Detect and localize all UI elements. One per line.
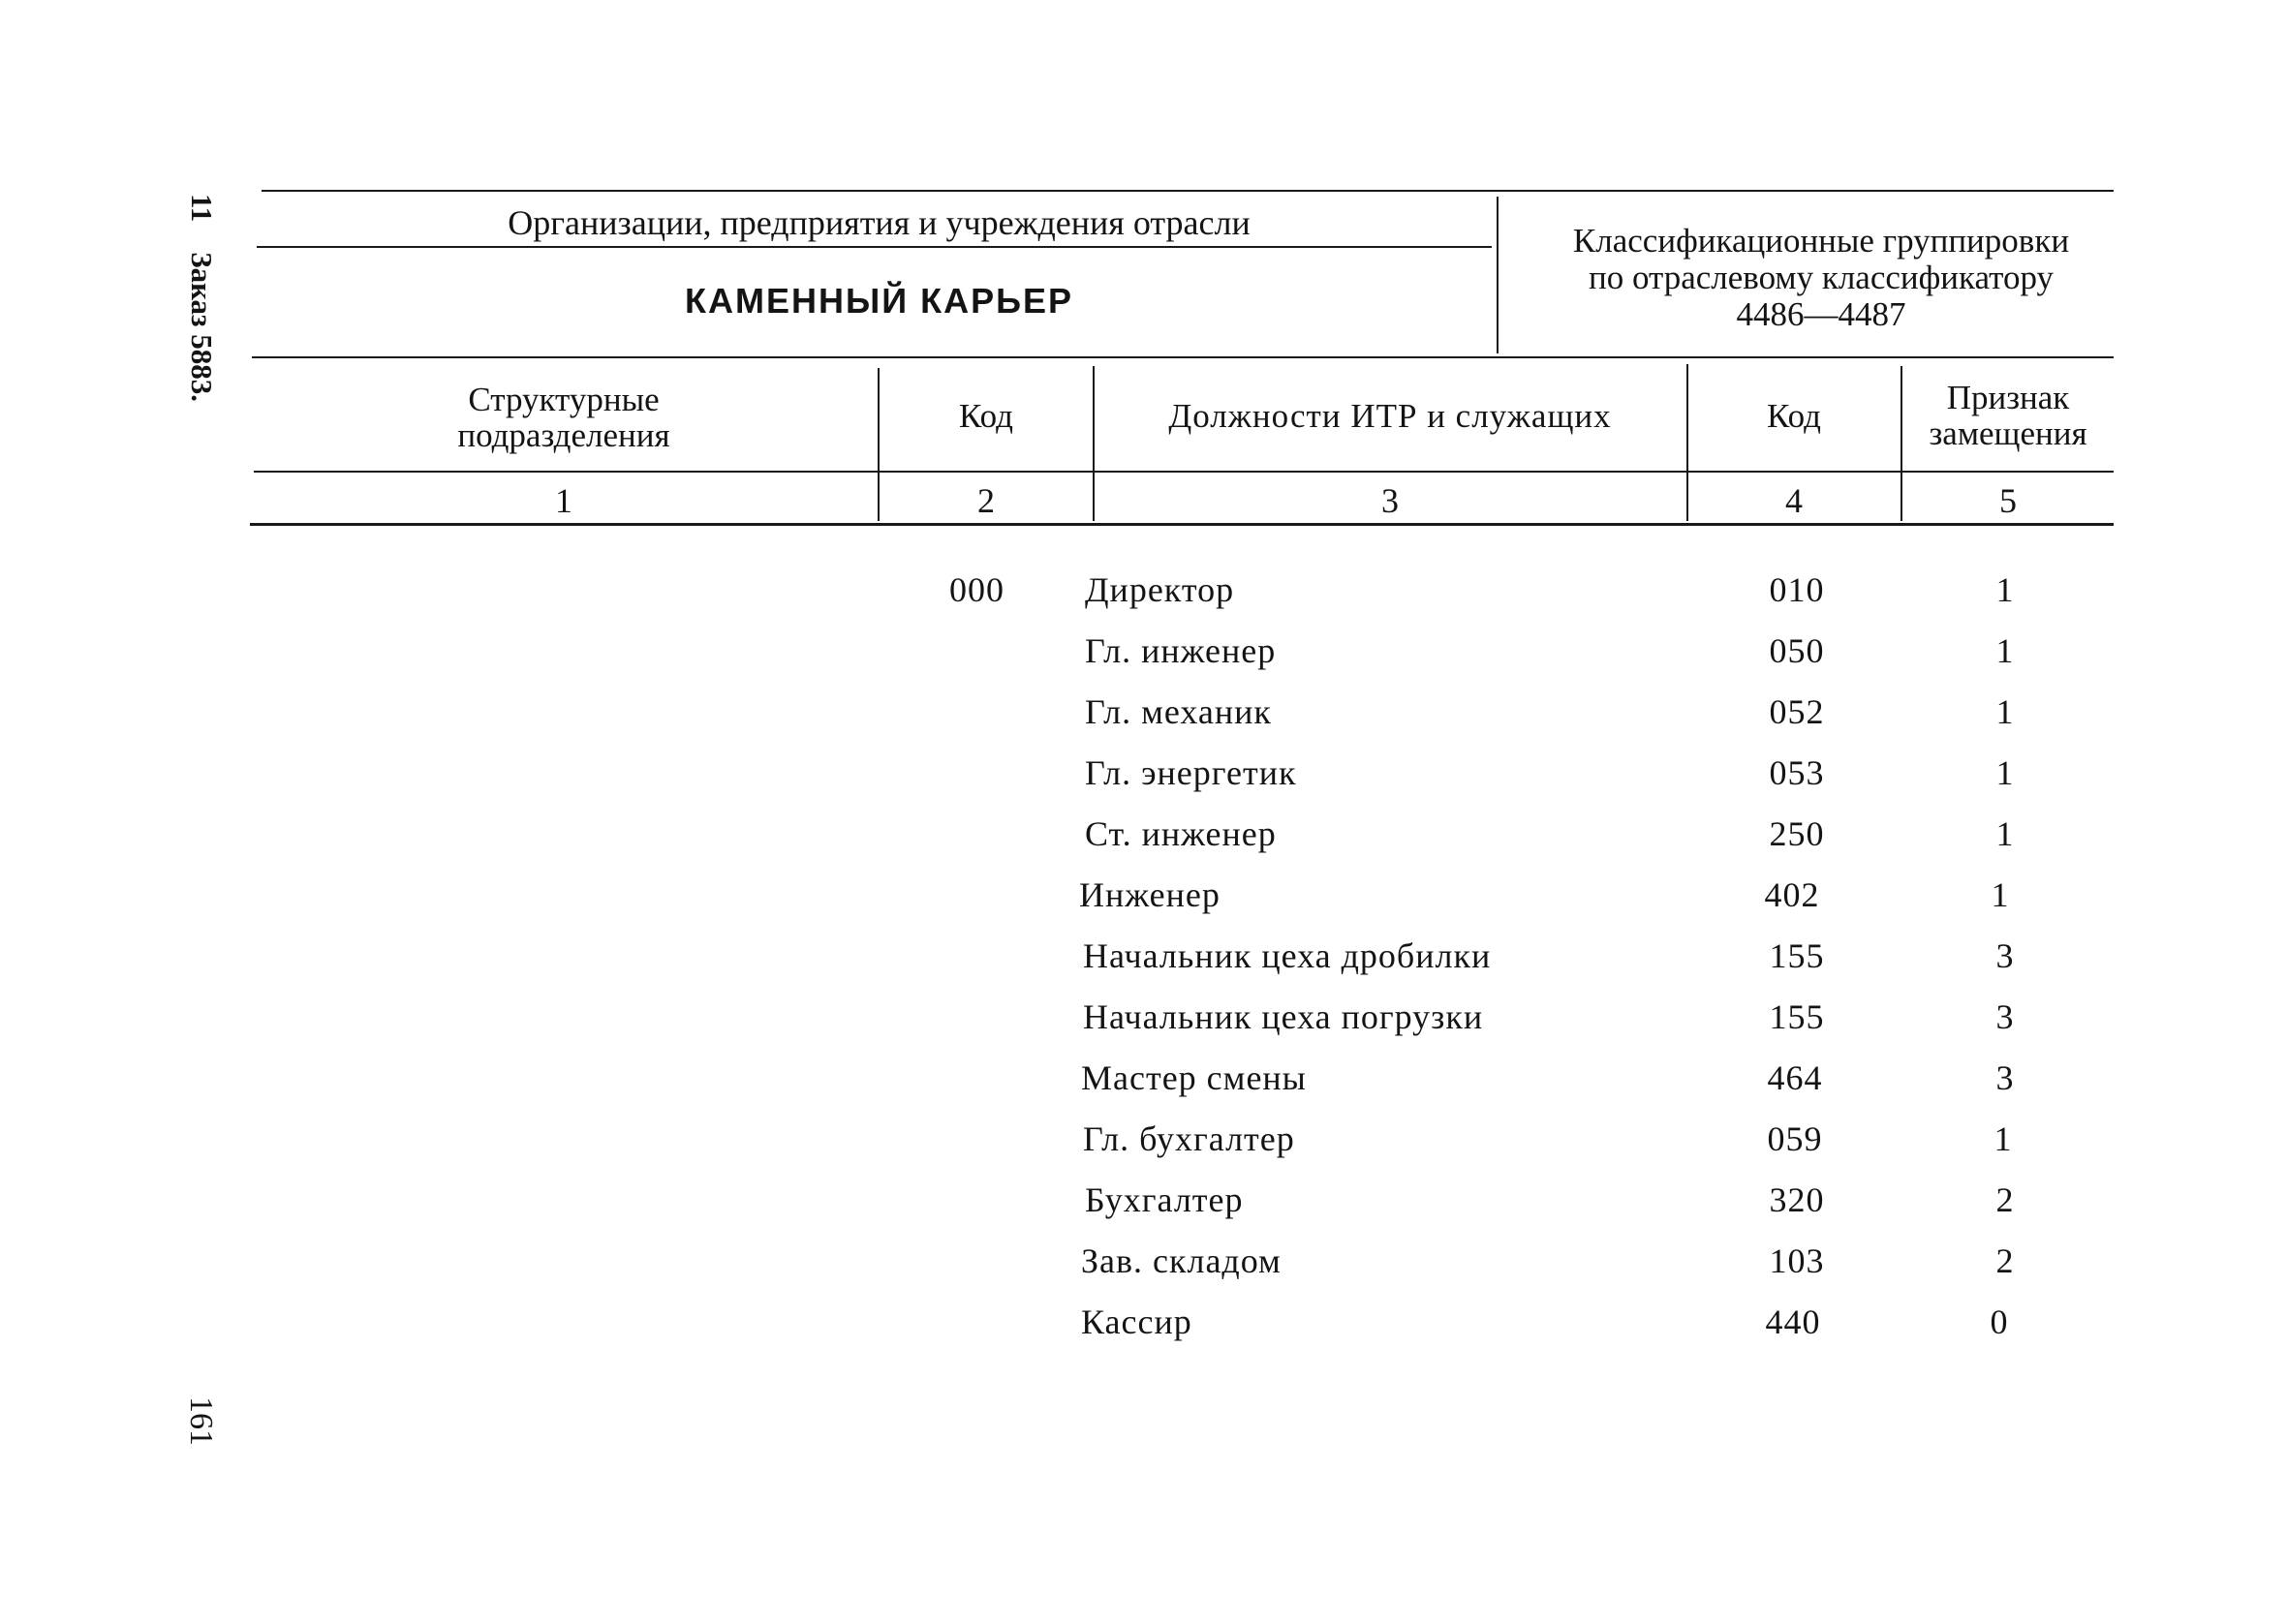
position-code: 052 [1769,692,1825,731]
position-name: Гл. энергетик [1085,753,1297,792]
col-header-5-line: Признак [1946,379,2070,416]
col-header-2: Код [959,397,1013,435]
col-divider-4 [1901,366,1902,521]
replacement-sign: 3 [1995,997,2015,1036]
side-margin-note [184,194,219,402]
replacement-sign: 3 [1995,936,2015,975]
col-header-1-line: Структурные [468,381,660,418]
position-code: 010 [1769,570,1825,609]
col-number-5: 5 [1999,481,2017,520]
page-number: 161 [183,1396,219,1446]
header-divider [1497,197,1499,353]
classification-block [1511,223,2131,333]
col-number-2: 2 [977,481,995,520]
col-header-1-line: подразделения [457,415,670,454]
replacement-sign: 1 [1995,753,2015,792]
position-name: Директор [1085,570,1235,609]
page-ref: 11 [185,194,219,223]
replacement-sign: 1 [1995,570,2015,609]
col-divider-1 [878,368,880,521]
position-code: 250 [1769,814,1825,853]
position-code: 464 [1767,1058,1823,1097]
table-body-rule [250,523,2114,526]
replacement-sign: 2 [1995,1180,2015,1219]
classification-line: Классификационные группировки [1572,222,2070,260]
org-label: Организации, предприятия и учреждения отрасли [508,203,1251,242]
position-name: Ст. инженер [1085,814,1277,853]
position-code: 059 [1767,1119,1823,1158]
position-name: Инженер [1079,875,1221,914]
position-code: 053 [1769,753,1825,792]
replacement-sign: 1 [1995,692,2015,731]
position-name: Гл. бухгалтер [1083,1119,1295,1158]
position-code: 440 [1765,1302,1821,1341]
col-header-5 [1904,381,2112,452]
classification-line: по отраслевому классификатору [1588,259,2055,296]
replacement-sign: 3 [1995,1058,2015,1097]
col-number-4: 4 [1785,481,1803,520]
replacement-sign: 1 [1991,875,2010,914]
order-number: Заказ 5883. [185,252,219,403]
col-number-3: 3 [1381,481,1399,520]
position-name: Начальник цеха дробилки [1083,936,1492,975]
position-name: Кассир [1081,1302,1192,1341]
column-number-rule [254,471,2114,473]
enterprise-title: КАМЕННЫЙ КАРЬЕР [685,281,1073,321]
position-name: Бухгалтер [1085,1180,1244,1219]
org-rule [257,246,1492,248]
replacement-sign: 2 [1995,1241,2015,1280]
position-name: Зав. складом [1081,1241,1282,1280]
position-name: Начальник цеха погрузки [1083,997,1484,1036]
replacement-sign: 1 [1993,1119,2013,1158]
position-name: Мастер смены [1081,1058,1307,1097]
department-code: 000 [949,570,1004,609]
replacement-sign: 1 [1995,814,2015,853]
col-header-1 [254,383,874,454]
position-code: 050 [1769,631,1825,670]
col-divider-2 [1093,366,1095,521]
top-rule [262,190,2114,192]
col-divider-3 [1686,364,1688,521]
position-code: 320 [1769,1180,1825,1219]
col-header-4: Код [1767,397,1821,435]
column-header-top-rule [252,356,2114,358]
col-header-3: Должности ИТР и служащих [1168,397,1612,435]
classification-line: 4486—4487 [1736,295,1906,333]
position-code: 155 [1769,936,1825,975]
col-header-5-line: замещения [1929,414,2087,452]
position-code: 155 [1769,997,1825,1036]
position-name: Гл. инженер [1085,631,1277,670]
col-number-1: 1 [555,481,572,520]
position-code: 402 [1764,875,1820,914]
position-code: 103 [1769,1241,1825,1280]
replacement-sign: 0 [1990,1302,2009,1341]
position-name: Гл. механик [1085,692,1272,731]
replacement-sign: 1 [1995,631,2015,670]
